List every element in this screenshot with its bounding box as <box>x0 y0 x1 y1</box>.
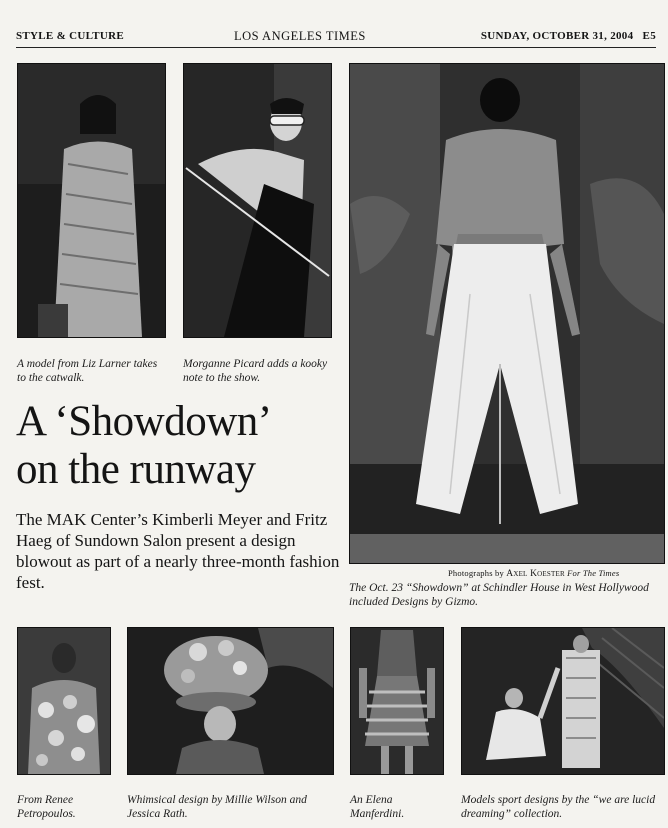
caption-lucid-dreaming: Models sport designs by the “we are lucid dreaming” collection. <box>461 794 656 820</box>
credit-prefix: Photographs by <box>448 568 504 578</box>
photo-lucid-dreaming <box>461 627 665 775</box>
caption-picard: Morganne Picard adds a kooky note to the show. <box>183 358 328 384</box>
photo-credit <box>448 568 619 579</box>
headline-line-2: on the runway <box>16 446 256 493</box>
caption-petropoulos: From Renee Petropoulos. <box>17 794 76 820</box>
photo-gizmo-showdown <box>349 63 665 564</box>
photo-elena-manferdini <box>350 627 444 775</box>
credit-photographer: Axel Koester <box>506 569 565 579</box>
article-deck: The MAK Center’s Kimberli Meyer and Fritz Haeg of Sundown Salon present a design blowout as part of a nearly three-month fashion fest. <box>16 510 340 592</box>
caption-liz-larner: A model from Liz Larner takes to the catwalk. <box>17 358 158 384</box>
headline-line-1: A ‘Showdown’ <box>16 398 272 445</box>
caption-manferdini: An Elena Manferdini. <box>350 794 405 820</box>
date-and-page: SUNDAY, OCTOBER 31, 2004 E5 <box>480 30 656 42</box>
header-rule <box>16 47 656 48</box>
section-label: STYLE & CULTURE <box>16 30 125 42</box>
credit-outlet: For The Times <box>567 568 620 578</box>
photo-renee-petropoulos <box>17 627 111 775</box>
photo-wilson-rath <box>127 627 334 775</box>
caption-wilson-rath: Whimsical design by Millie Wilson and Jessica Rath. <box>127 794 307 820</box>
photo-liz-larner-model <box>17 63 166 338</box>
photo-morganne-picard <box>183 63 332 338</box>
newspaper-name: LOS ANGELES TIMES <box>234 29 366 43</box>
page-header <box>16 30 656 46</box>
caption-gizmo: The Oct. 23 “Showdown” at Schindler House in West Hollywood included Designs by Gizmo. <box>349 582 649 608</box>
article-headline <box>16 398 336 494</box>
